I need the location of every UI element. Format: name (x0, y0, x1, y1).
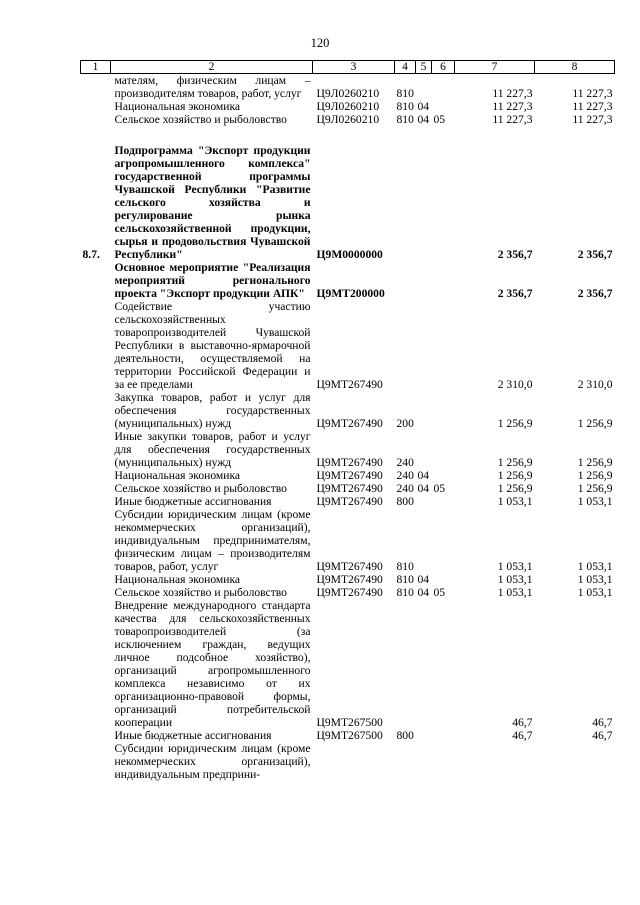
expense-type: 810 (396, 100, 414, 113)
table-row (81, 261, 615, 300)
target-code: Ц9МТ267490 (316, 482, 383, 495)
row-name (111, 742, 313, 781)
subsection-code (432, 144, 455, 261)
row-name-text: Иные закупки товаров, работ и услуг для обеспечения государственных (муниципальных) нужд (114, 430, 311, 469)
expense-type: 810 (396, 87, 414, 100)
target-code: Ц9МТ267490 (316, 573, 383, 586)
col-header-2: 2 (111, 61, 313, 74)
target-code: Ц9МТ267500 (316, 716, 383, 729)
row-name (111, 482, 313, 495)
amount-col7: 1 053,1 (497, 560, 533, 573)
amount-col8: 11 227,3 (572, 87, 613, 100)
row-name-text: Иные бюджетные ассигнования (114, 495, 272, 508)
subsection-code (432, 742, 455, 781)
row-number (81, 430, 111, 469)
expense-type: 810 (396, 573, 414, 586)
row-name-text: Национальная экономика (114, 100, 241, 113)
row-name-text: Сельское хозяйство и рыболовство (114, 113, 287, 126)
subsection-code (432, 495, 455, 508)
table-row (81, 391, 615, 430)
row-name-text: Внедрение международного стандарта качества для сельскохозяйственных товаропроизводителей (за исключением граждан, ведущих личное подсобное хозяйство), организаций агропромышленного комплекса независимо от их организационно-правовой формы, организаций потребительской кооперации (114, 599, 311, 729)
table-row (81, 508, 615, 573)
subsection-code (432, 100, 455, 113)
row-number (81, 742, 111, 781)
subsection-code (432, 469, 455, 482)
row-number (81, 391, 111, 430)
section-code (416, 742, 432, 781)
amount-col7: 2 310,0 (497, 378, 533, 391)
subsection-code (432, 573, 455, 586)
row-number (81, 729, 111, 742)
col-header-8: 8 (535, 61, 615, 74)
section-code (416, 430, 432, 469)
section-code (416, 495, 432, 508)
amount-col7: 1 053,1 (497, 573, 533, 586)
amount-col8: 1 256,9 (577, 482, 613, 495)
row-name (111, 144, 313, 261)
section-code: 04 (417, 586, 430, 599)
spacer-cell (81, 126, 615, 144)
row-name (111, 469, 313, 482)
expense-type: 800 (396, 729, 414, 742)
amount-col7: 2 356,7 (497, 287, 533, 300)
expense-type (395, 742, 416, 781)
amount-col7: 1 053,1 (497, 495, 533, 508)
amount-col7: 46,7 (512, 716, 533, 729)
table-row (81, 300, 615, 391)
page-number: 120 (310, 36, 330, 50)
amount-col8 (535, 742, 615, 781)
table-row (81, 430, 615, 469)
target-code: Ц9МТ267490 (316, 456, 383, 469)
row-number (81, 74, 111, 101)
expense-type: 240 (396, 456, 414, 469)
amount-col7: 2 356,7 (497, 248, 533, 261)
subsection-code (432, 74, 455, 101)
expense-type (395, 261, 416, 300)
row-name-text: Содействие участию сельскохозяйственных товаропроизводителей Чувашской Республики в выставочно-ярмарочной деятельности, осуществляемой на территории Российской Федерации и за ее пределами (114, 300, 311, 391)
expense-type: 810 (396, 113, 414, 126)
row-name (111, 586, 313, 599)
row-name (111, 729, 313, 742)
table-row (81, 495, 615, 508)
subsection-code: 05 (433, 482, 446, 495)
table-row (81, 74, 615, 101)
col-header-4: 4 (395, 61, 416, 74)
row-number (81, 573, 111, 586)
table-row (81, 742, 615, 781)
target-code: Ц9МТ267500 (316, 729, 383, 742)
budget-table (80, 60, 615, 781)
section-code (416, 508, 432, 573)
subsection-code (432, 508, 455, 573)
amount-col8: 1 256,9 (577, 469, 613, 482)
amount-col8: 11 227,3 (572, 100, 613, 113)
row-number (81, 113, 111, 126)
amount-col7: 11 227,3 (492, 87, 533, 100)
amount-col7: 1 256,9 (497, 469, 533, 482)
section-code (416, 300, 432, 391)
col-header-1: 1 (81, 61, 111, 74)
amount-col8: 2 356,7 (577, 287, 613, 300)
target-code: Ц9МТ267490 (316, 495, 383, 508)
amount-col8: 1 053,1 (577, 560, 613, 573)
subsection-code (432, 300, 455, 391)
row-number (81, 586, 111, 599)
amount-col7: 1 053,1 (497, 586, 533, 599)
section-code (416, 599, 432, 729)
target-code (313, 742, 395, 781)
subsection-code: 05 (433, 113, 446, 126)
amount-col8: 2 356,7 (577, 248, 613, 261)
spacer-row (81, 126, 615, 144)
section-code: 04 (417, 100, 430, 113)
target-code: Ц9МТ200000 (316, 287, 385, 300)
amount-col7 (455, 742, 535, 781)
section-code: 04 (417, 469, 430, 482)
table-row (81, 100, 615, 113)
row-name (111, 599, 313, 729)
amount-col7: 1 256,9 (497, 482, 533, 495)
target-code: Ц9М0000000 (316, 248, 383, 261)
expense-type: 810 (396, 586, 414, 599)
row-name-text: Субсидии юридическим лицам (кроме некоммерческих организаций), индивидуальным предприни- (114, 742, 311, 781)
expense-type: 240 (396, 469, 414, 482)
amount-col7: 11 227,3 (492, 100, 533, 113)
row-name (111, 430, 313, 469)
row-number: 8.7. (82, 248, 100, 261)
expense-type: 240 (396, 482, 414, 495)
target-code: Ц9Л0260210 (316, 100, 380, 113)
target-code: Ц9МТ267490 (316, 469, 383, 482)
row-number (81, 508, 111, 573)
expense-type (395, 144, 416, 261)
table-row (81, 113, 615, 126)
row-name-text: мателям, физическим лицам – производителям товаров, работ, услуг (114, 74, 311, 100)
row-number (81, 495, 111, 508)
target-code: Ц9Л0260210 (316, 113, 380, 126)
amount-col8: 2 310,0 (577, 378, 613, 391)
amount-col8: 46,7 (592, 716, 613, 729)
row-number (81, 261, 111, 300)
row-name-text: Иные бюджетные ассигнования (114, 729, 272, 742)
row-name-text: Сельское хозяйство и рыболовство (114, 482, 287, 495)
row-number (81, 100, 111, 113)
subsection-code (432, 729, 455, 742)
expense-type (395, 599, 416, 729)
table-row (81, 482, 615, 495)
expense-type: 200 (396, 417, 414, 430)
row-name (111, 261, 313, 300)
target-code: Ц9МТ267490 (316, 378, 383, 391)
section-code (416, 74, 432, 101)
table-row (81, 586, 615, 599)
target-code: Ц9МТ267490 (316, 417, 383, 430)
row-name-text: Сельское хозяйство и рыболовство (114, 586, 287, 599)
col-header-5: 5 (416, 61, 432, 74)
expense-type: 800 (396, 495, 414, 508)
table-body (81, 74, 615, 782)
amount-col7: 11 227,3 (492, 113, 533, 126)
table-row (81, 599, 615, 729)
target-code: Ц9Л0260210 (316, 87, 380, 100)
row-name-text: Субсидии юридическим лицам (кроме некоммерческих организаций), индивидуальным предпринимателям, физическим лицам – производителям товаров, работ, услуг (114, 508, 311, 573)
expense-type (395, 300, 416, 391)
expense-type: 810 (396, 560, 414, 573)
row-name-text: Подпрограмма "Экспорт продукции агропромышленного комплекса" государственной программы Чувашской Республики "Развитие сельского хозяйства и регулирование рынка сельскохозяйственной продукции, сырья и продовольствия Чувашской Республики" (114, 144, 311, 261)
section-code (416, 144, 432, 261)
row-name (111, 113, 313, 126)
row-name-text: Основное мероприятие "Реализация мероприятий регионального проекта "Экспорт продукции АПК" (114, 261, 311, 300)
section-code: 04 (417, 482, 430, 495)
table-row (81, 729, 615, 742)
col-header-3: 3 (313, 61, 395, 74)
subsection-code (432, 261, 455, 300)
table-row (81, 573, 615, 586)
amount-col8: 1 256,9 (577, 417, 613, 430)
subsection-code: 05 (433, 586, 446, 599)
row-name (111, 495, 313, 508)
amount-col7: 46,7 (512, 729, 533, 742)
section-code (416, 391, 432, 430)
amount-col8: 46,7 (592, 729, 613, 742)
row-name-text: Национальная экономика (114, 469, 241, 482)
row-name-text: Национальная экономика (114, 573, 241, 586)
subsection-code (432, 599, 455, 729)
section-code (416, 261, 432, 300)
row-name (111, 100, 313, 113)
subsection-code (432, 430, 455, 469)
row-number (81, 300, 111, 391)
target-code: Ц9МТ267490 (316, 560, 383, 573)
header-row (81, 61, 615, 74)
row-number (81, 469, 111, 482)
row-name (111, 74, 313, 101)
amount-col7: 1 256,9 (497, 417, 533, 430)
row-name-text: Закупка товаров, работ и услуг для обеспечения государственных (муниципальных) нужд (114, 391, 311, 430)
amount-col8: 11 227,3 (572, 113, 613, 126)
subsection-code (432, 391, 455, 430)
section-code: 04 (417, 113, 430, 126)
target-code: Ц9МТ267490 (316, 586, 383, 599)
row-number (81, 482, 111, 495)
amount-col8: 1 053,1 (577, 495, 613, 508)
row-name (111, 391, 313, 430)
row-number (81, 599, 111, 729)
amount-col8: 1 256,9 (577, 456, 613, 469)
amount-col8: 1 053,1 (577, 586, 613, 599)
section-code (416, 729, 432, 742)
section-code: 04 (417, 573, 430, 586)
table-row (81, 144, 615, 261)
amount-col8: 1 053,1 (577, 573, 613, 586)
row-name (111, 573, 313, 586)
col-header-7: 7 (455, 61, 535, 74)
col-header-6: 6 (432, 61, 455, 74)
amount-col7: 1 256,9 (497, 456, 533, 469)
table-row (81, 469, 615, 482)
row-name (111, 300, 313, 391)
row-name (111, 508, 313, 573)
